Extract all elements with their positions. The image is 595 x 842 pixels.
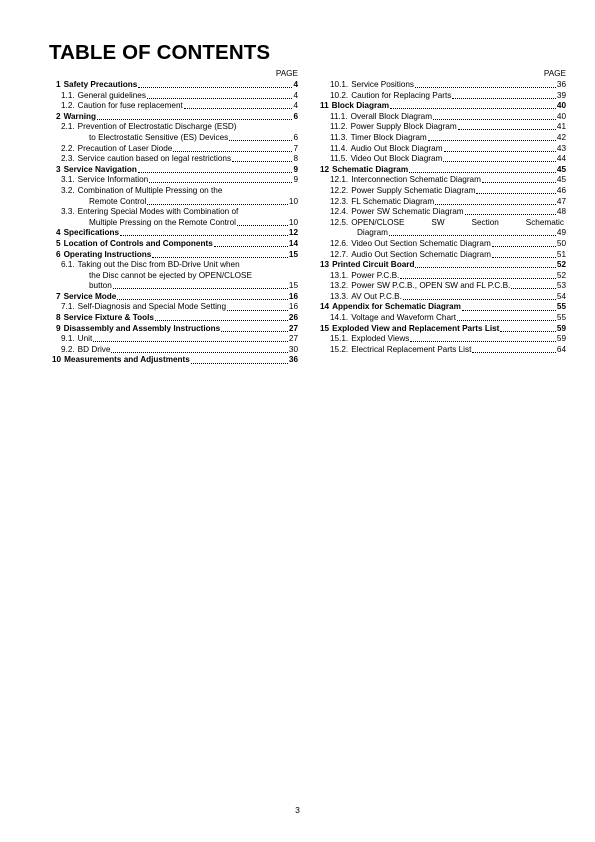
toc-entry-page: 14 (288, 238, 298, 248)
toc-entry-number: 11.4. (330, 143, 348, 153)
toc-entry[interactable] (318, 154, 566, 165)
toc-list (318, 80, 566, 355)
toc-entry-page: 44 (556, 154, 566, 164)
toc-entry-number: 1 (56, 80, 61, 89)
toc-entry-title: Safety Precautions (63, 80, 138, 89)
toc-entry-title: Remote Control (89, 196, 147, 206)
toc-entry-page: 6 (293, 111, 298, 121)
toc-entry-number: 10 (52, 355, 62, 365)
toc-entry-number: 13 (320, 260, 330, 270)
dot-leader (476, 193, 555, 194)
toc-entry-title: AV Out P.C.B. (351, 291, 402, 301)
toc-entry-page: 9 (293, 164, 298, 174)
dot-leader (173, 151, 292, 152)
toc-entry-number: 7.1. (61, 302, 75, 312)
toc-entry[interactable] (318, 144, 566, 155)
toc-entry[interactable] (50, 175, 298, 186)
toc-entry-title: Interconnection Schematic Diagram (351, 175, 481, 185)
toc-entry-title: Operating Instructions (63, 249, 152, 259)
toc-entry-title: Electrical Replacement Parts List (351, 344, 472, 354)
dot-leader (435, 204, 556, 205)
toc-entry-title: Caution for Replacing Parts (351, 90, 452, 100)
toc-entry-number: 3.2. (61, 185, 75, 195)
toc-entry[interactable] (50, 207, 298, 218)
toc-entry-number: 11.1. (330, 111, 348, 121)
toc-entry-number: 12.7. (330, 249, 349, 259)
toc-entry-number: 14.1. (330, 313, 349, 323)
toc-entry[interactable] (318, 165, 566, 176)
toc-entry[interactable] (318, 175, 566, 186)
toc-column-right (318, 67, 566, 355)
toc-entry-page: 9 (293, 175, 298, 185)
toc-entry-title: Precaution of Laser Diode (77, 143, 173, 153)
toc-entry[interactable] (50, 239, 298, 250)
toc-entry-number: 10.2. (330, 90, 349, 100)
toc-entry-number: 3.3. (61, 207, 75, 217)
dot-leader (492, 246, 556, 247)
toc-entry[interactable] (50, 228, 298, 239)
toc-entry-page: 45 (556, 175, 566, 185)
toc-entry-number: 15.1. (330, 334, 349, 344)
toc-entry-page: 36 (288, 355, 298, 365)
toc-entry-page: 16 (288, 302, 298, 312)
toc-entry[interactable] (50, 250, 298, 261)
toc-entry-page: 59 (556, 323, 566, 333)
dot-leader (111, 352, 287, 353)
toc-entry-number: 5 (56, 238, 61, 248)
toc-entry-number: 12.1. (330, 175, 349, 185)
toc-entry-page: 4 (293, 90, 298, 100)
dot-leader (409, 172, 556, 173)
toc-entry-number: 2.2. (61, 143, 75, 153)
toc-entry-title: Overall Block Diagram (350, 111, 433, 121)
toc-entry[interactable] (318, 334, 566, 345)
toc-entry[interactable] (50, 345, 298, 356)
dot-leader (500, 331, 555, 332)
dot-leader (214, 246, 288, 247)
toc-entry-number: 9.2. (61, 344, 75, 354)
toc-entry[interactable] (50, 292, 298, 303)
toc-entry-page: 48 (556, 207, 566, 217)
toc-entry[interactable] (50, 154, 298, 165)
toc-entry-title: Service Positions (351, 80, 415, 89)
toc-entry-title: FL Schematic Diagram (351, 196, 435, 206)
toc-entry[interactable] (50, 302, 298, 313)
toc-entry-number: 11.5. (330, 154, 348, 164)
toc-entry[interactable] (50, 324, 298, 335)
toc-entry-page: 10 (288, 217, 298, 227)
toc-entry[interactable] (50, 197, 298, 208)
toc-list (50, 80, 298, 366)
toc-entry-number: 2.3. (61, 154, 75, 164)
page-column-header: PAGE (543, 69, 566, 78)
toc-entry-page: 15 (288, 281, 298, 291)
dot-leader (221, 331, 288, 332)
toc-entry-page: 40 (556, 111, 566, 121)
dot-leader (415, 87, 556, 88)
dot-leader (113, 288, 288, 289)
toc-entry-page: 40 (556, 101, 566, 111)
toc-entry[interactable] (318, 218, 566, 229)
toc-entry-number: 14 (320, 302, 330, 312)
toc-entry[interactable] (50, 271, 298, 282)
dot-leader (229, 140, 292, 141)
toc-entry-title: Service Navigation (63, 164, 137, 174)
toc-entry[interactable] (318, 292, 566, 303)
toc-entry-title: Schematic Diagram (332, 164, 409, 174)
toc-entry-title: Warning (63, 111, 97, 121)
dot-leader (400, 278, 556, 279)
toc-entry-title: Location of Controls and Components (63, 238, 213, 248)
toc-entry-title: Timer Block Diagram (350, 132, 427, 142)
toc-entry[interactable] (50, 112, 298, 123)
toc-entry-title: Appendix for Schematic Diagram (332, 302, 461, 312)
toc-entry-page: 36 (556, 80, 566, 89)
toc-entry-title: Video Out Section Schematic Diagram (351, 238, 491, 248)
toc-entry[interactable] (318, 302, 566, 313)
toc-entry-title: Service Information (77, 175, 149, 185)
toc-entry-page: 49 (556, 228, 566, 238)
toc-entry-page: 4 (293, 101, 298, 111)
toc-entry-number: 12.5. (330, 217, 349, 227)
toc-entry[interactable] (318, 271, 566, 282)
toc-entry[interactable] (318, 207, 566, 218)
toc-entry-number: 2.1. (61, 122, 75, 132)
toc-entry-number: 9 (56, 323, 61, 333)
toc-entry-page: 59 (556, 334, 566, 344)
toc-entry-number: 12.2. (330, 185, 349, 195)
toc-entry[interactable] (50, 144, 298, 155)
toc-entry[interactable] (318, 239, 566, 250)
toc-entry-title: Specifications (63, 228, 120, 238)
toc-entry-title: Diagram (357, 228, 388, 238)
dot-leader (93, 341, 288, 342)
toc-entry-title: Entering Special Modes with Combination of (77, 207, 239, 217)
toc-entry-number: 7 (56, 291, 61, 301)
toc-entry-page: 7 (293, 143, 298, 153)
page-title: TABLE OF CONTENTS (49, 41, 271, 64)
toc-entry-title: Combination of Multiple Pressing on the (77, 185, 223, 195)
toc-entry-title: Power Supply Schematic Diagram (351, 185, 476, 195)
dot-leader (152, 257, 288, 258)
toc-entry-page: 53 (556, 281, 566, 291)
toc-entry-title: Audio Out Block Diagram (350, 143, 443, 153)
toc-entry-number: 12 (320, 164, 330, 174)
toc-entry-title: Service Fixture & Tools (63, 313, 154, 323)
toc-entry-number: 1.1. (61, 90, 75, 100)
toc-entry[interactable] (318, 228, 566, 239)
dot-leader (155, 320, 288, 321)
toc-entry-page: 43 (556, 143, 566, 153)
toc-entry[interactable] (50, 80, 298, 91)
dot-leader (191, 363, 288, 364)
toc-entry-number: 12.4. (330, 207, 349, 217)
dot-leader (444, 151, 556, 152)
toc-entry[interactable] (318, 122, 566, 133)
toc-entry[interactable] (50, 91, 298, 102)
toc-entry-number: 3 (56, 164, 61, 174)
toc-entry[interactable] (50, 334, 298, 345)
toc-entry-number: 15 (320, 323, 330, 333)
toc-entry-title: Service caution based on legal restrictions (77, 154, 232, 164)
toc-entry-title: Power Supply Block Diagram (350, 122, 457, 132)
dot-leader (403, 299, 556, 300)
toc-entry[interactable] (50, 133, 298, 144)
toc-entry-page: 42 (556, 132, 566, 142)
toc-entry-title: Self-Diagnosis and Special Mode Setting (77, 302, 227, 312)
toc-entry-number: 11.2. (330, 122, 348, 132)
toc-entry-number: 11.3. (330, 132, 348, 142)
toc-entry-title: Exploded Views (351, 334, 410, 344)
toc-entry[interactable] (50, 186, 298, 197)
toc-entry-number: 6.1. (61, 260, 75, 270)
toc-entry[interactable] (318, 260, 566, 271)
toc-entry-page: 15 (288, 249, 298, 259)
toc-entry-title: BD Drive (77, 344, 111, 354)
toc-entry[interactable] (318, 186, 566, 197)
toc-entry[interactable] (318, 133, 566, 144)
toc-entry[interactable] (50, 355, 298, 366)
toc-entry-title: Service Mode (63, 291, 117, 301)
dot-leader (511, 288, 556, 289)
toc-entry[interactable] (318, 91, 566, 102)
dot-leader (458, 129, 556, 130)
toc-entry-page: 8 (293, 154, 298, 164)
dot-leader (457, 320, 556, 321)
toc-entry-page: 46 (556, 185, 566, 195)
toc-entry-title: Power SW Schematic Diagram (351, 207, 464, 217)
dot-leader (428, 140, 556, 141)
dot-leader (147, 204, 288, 205)
toc-entry-page: 51 (556, 249, 566, 259)
toc-entry-page: 52 (556, 270, 566, 280)
dot-leader (232, 161, 292, 162)
toc-entry-number: 10.1. (330, 80, 349, 89)
toc-entry-page: 16 (288, 291, 298, 301)
dot-leader (465, 214, 556, 215)
toc-entry[interactable] (318, 313, 566, 324)
toc-entry[interactable] (318, 112, 566, 123)
toc-entry-number: 13.2. (330, 281, 349, 291)
toc-entry-page: 26 (288, 313, 298, 323)
dot-leader (120, 235, 288, 236)
page-column-header: PAGE (275, 69, 298, 78)
toc-entry-page: 55 (556, 313, 566, 323)
dot-leader (149, 182, 292, 183)
toc-entry-title: Measurements and Adjustments (64, 355, 190, 365)
toc-entry-number: 15.2. (330, 344, 349, 354)
dot-leader (443, 161, 556, 162)
toc-entry-number: 8 (56, 313, 61, 323)
toc-entry-page: 54 (556, 291, 566, 301)
dot-leader (138, 172, 293, 173)
toc-entry-page: 47 (556, 196, 566, 206)
dot-leader (390, 108, 556, 109)
dot-leader (184, 108, 293, 109)
dot-leader (389, 235, 556, 236)
toc-entry[interactable] (50, 313, 298, 324)
toc-entry-number: 1.2. (61, 101, 75, 111)
toc-entry-page: 27 (288, 323, 298, 333)
dot-leader (462, 310, 556, 311)
toc-entry[interactable] (318, 80, 566, 91)
dot-leader (482, 182, 556, 183)
page-number: 3 (295, 805, 300, 815)
toc-entry-title: Exploded View and Replacement Parts List (332, 323, 500, 333)
toc-entry[interactable] (50, 122, 298, 133)
toc-entry-title: Audio Out Section Schematic Diagram (351, 249, 491, 259)
toc-entry-title: Block Diagram (331, 101, 389, 111)
toc-entry-page: 30 (288, 344, 298, 354)
toc-entry-title: to Electrostatic Sensitive (ES) Devices (89, 132, 229, 142)
toc-entry-title: OPEN/CLOSE SW Section Schematic (351, 217, 564, 227)
toc-entry-title: Prevention of Electrostatic Discharge (ESD) (77, 122, 237, 132)
dot-leader (452, 98, 556, 99)
dot-leader (227, 310, 288, 311)
toc-entry-page: 64 (556, 344, 566, 354)
toc-entry-title: Caution for fuse replacement (77, 101, 183, 111)
toc-entry[interactable] (50, 101, 298, 112)
toc-entry-title: Voltage and Waveform Chart (351, 313, 457, 323)
toc-entry[interactable] (50, 218, 298, 229)
toc-entry-number: 6 (56, 249, 61, 259)
toc-entry-number: 11 (320, 101, 329, 111)
toc-entry-title: Printed Circuit Board (332, 260, 415, 270)
toc-entry[interactable] (318, 324, 566, 335)
toc-entry-page: 41 (556, 122, 566, 132)
toc-entry-title: the Disc cannot be ejected by OPEN/CLOSE (89, 270, 252, 280)
dot-leader (492, 257, 556, 258)
toc-entry-page: 6 (293, 132, 298, 142)
dot-leader (147, 98, 292, 99)
toc-entry-page: 50 (556, 238, 566, 248)
toc-entry-number: 3.1. (61, 175, 75, 185)
dot-leader (410, 341, 556, 342)
dot-leader (472, 352, 556, 353)
dot-leader (237, 225, 288, 226)
toc-entry[interactable] (318, 250, 566, 261)
toc-entry-title: Video Out Block Diagram (350, 154, 443, 164)
toc-entry-title: Power P.C.B. (351, 270, 400, 280)
toc-entry-number: 13.3. (330, 291, 349, 301)
toc-entry-page: 12 (288, 228, 298, 238)
toc-entry[interactable] (318, 281, 566, 292)
dot-leader (117, 299, 288, 300)
toc-entry-title: button (89, 281, 112, 291)
toc-entry-title: Unit (77, 334, 93, 344)
toc-entry[interactable] (50, 281, 298, 292)
dot-leader (138, 87, 292, 88)
toc-entry[interactable] (50, 165, 298, 176)
toc-entry[interactable] (50, 260, 298, 271)
toc-entry-page: 10 (288, 196, 298, 206)
toc-entry[interactable] (318, 197, 566, 208)
toc-entry-number: 2 (56, 111, 61, 121)
toc-entry-number: 9.1. (61, 334, 75, 344)
toc-entry-title: Taking out the Disc from BD-Drive Unit when (77, 260, 240, 270)
toc-column-left (50, 67, 298, 366)
toc-entry-number: 12.6. (330, 238, 349, 248)
dot-leader (97, 119, 292, 120)
toc-entry-title: Multiple Pressing on the Remote Control (89, 217, 236, 227)
dot-leader (433, 119, 556, 120)
toc-entry-page: 4 (293, 80, 298, 89)
toc-entry[interactable] (318, 345, 566, 356)
toc-entry-page: 39 (556, 90, 566, 100)
toc-entry-number: 13.1. (330, 270, 349, 280)
dot-leader (415, 267, 555, 268)
toc-entry-title: General guidelines (77, 90, 146, 100)
toc-entry-page: 55 (556, 302, 566, 312)
toc-entry-page: 27 (288, 334, 298, 344)
toc-entry[interactable] (318, 101, 566, 112)
toc-entry-page: 52 (556, 260, 566, 270)
toc-entry-number: 12.3. (330, 196, 349, 206)
toc-entry-title: Disassembly and Assembly Instructions (63, 323, 221, 333)
toc-entry-title: Power SW P.C.B., OPEN SW and FL P.C.B. (351, 281, 511, 291)
toc-entry-page: 45 (556, 164, 566, 174)
toc-entry-number: 4 (56, 228, 61, 238)
